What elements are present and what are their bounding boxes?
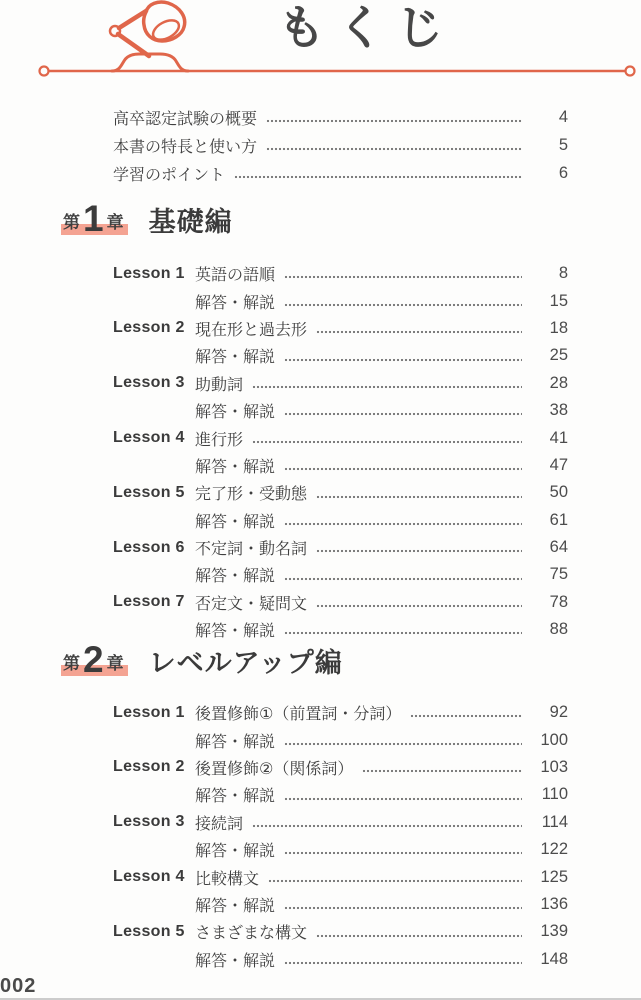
page-number: 47 — [549, 455, 568, 474]
toc-row — [113, 589, 568, 616]
toc-row — [113, 863, 568, 890]
dotted-leader — [362, 769, 522, 773]
page-number: 41 — [549, 428, 568, 447]
lesson-label: Lesson 2 — [113, 758, 185, 776]
answer-label: 解答・解説 — [195, 458, 276, 476]
chapter-number-badge — [62, 639, 127, 680]
page-number: 78 — [549, 592, 568, 611]
dotted-leader — [284, 851, 522, 855]
page-number: 92 — [549, 703, 568, 722]
toc-entry-title: 本書の特長と使い方 — [113, 138, 258, 156]
toc-entry-title: 学習のポイント — [113, 166, 226, 184]
lesson-title: 後置修飾①（前置詞・分詞） — [195, 706, 402, 724]
dotted-leader — [268, 879, 522, 883]
lesson-title: 現在形と過去形 — [195, 321, 308, 339]
answer-label: 解答・解説 — [195, 294, 276, 312]
dotted-leader — [284, 303, 522, 307]
toc-answer-row — [113, 616, 568, 643]
toc-row — [113, 103, 568, 131]
toc-row — [113, 918, 568, 945]
lesson-title: 助動詞 — [195, 376, 244, 394]
page-number: 8 — [558, 264, 568, 283]
chapter-1-lesson-list — [113, 260, 568, 643]
answer-label: 解答・解説 — [195, 404, 276, 422]
front-matter-list — [113, 103, 568, 187]
dotted-leader — [316, 495, 522, 499]
dotted-leader — [284, 275, 522, 279]
lesson-label: Lesson 6 — [113, 538, 185, 556]
book-page-number: 002 — [0, 975, 37, 997]
page-number: 114 — [541, 812, 568, 831]
dotted-leader — [266, 147, 522, 151]
lesson-title: 英語の語順 — [195, 267, 276, 285]
toc-row — [113, 479, 568, 506]
toc-row — [113, 260, 568, 287]
chapter-2-lesson-list — [113, 699, 568, 973]
toc-entry-title: 高卒認定試験の概要 — [113, 110, 258, 128]
toc-row — [113, 370, 568, 397]
page-number: 15 — [549, 291, 568, 310]
page-number: 50 — [549, 483, 568, 502]
page-number: 148 — [540, 949, 568, 968]
desk-lamp-icon — [110, 2, 188, 71]
dotted-leader — [252, 385, 522, 389]
dotted-leader — [284, 412, 522, 416]
lesson-title: 不定詞・動名詞 — [195, 541, 308, 559]
dotted-leader — [316, 934, 522, 938]
page-number: 100 — [540, 730, 568, 749]
lesson-label: Lesson 5 — [113, 483, 185, 501]
answer-label: 解答・解説 — [195, 349, 276, 367]
lesson-label: Lesson 5 — [113, 922, 185, 940]
page-number: 25 — [549, 346, 568, 365]
answer-label: 解答・解説 — [195, 952, 276, 970]
toc-row — [113, 534, 568, 561]
toc-answer-row — [113, 836, 568, 863]
lesson-title: 後置修飾②（関係詞） — [195, 760, 354, 778]
lesson-label: Lesson 4 — [113, 868, 185, 886]
dotted-leader — [252, 824, 522, 828]
lesson-title: 否定文・疑問文 — [195, 595, 308, 613]
chapter-2-heading — [62, 639, 343, 680]
dotted-leader — [284, 577, 522, 581]
lesson-label: Lesson 2 — [113, 319, 185, 337]
toc-answer-row — [113, 561, 568, 588]
page-number: 4 — [558, 107, 568, 126]
page-number: 136 — [540, 894, 568, 913]
dotted-leader — [284, 906, 522, 910]
lesson-title: 接続詞 — [195, 815, 244, 833]
toc-row — [113, 131, 568, 159]
page-number: 64 — [549, 538, 568, 557]
dotted-leader — [284, 742, 522, 746]
page-number: 103 — [540, 757, 568, 776]
answer-label: 解答・解説 — [195, 568, 276, 586]
dotted-leader — [410, 714, 522, 718]
toc-answer-row — [113, 287, 568, 314]
answer-label: 解答・解説 — [195, 513, 276, 531]
answer-label: 解答・解説 — [195, 623, 276, 641]
page-number: 139 — [540, 922, 568, 941]
chapter-number: 2 — [83, 639, 104, 680]
chapter-title: 基礎編 — [148, 207, 233, 238]
toc-row — [113, 159, 568, 187]
page-number: 110 — [541, 785, 568, 804]
lesson-label: Lesson 3 — [113, 813, 185, 831]
chapter-1-heading — [62, 198, 233, 239]
chapter-number: 1 — [83, 198, 104, 239]
lesson-label: Lesson 7 — [113, 593, 185, 611]
toc-answer-row — [113, 946, 568, 973]
page-number: 88 — [549, 620, 568, 639]
toc-answer-row — [113, 342, 568, 369]
toc-row — [113, 699, 568, 726]
toc-row — [113, 424, 568, 451]
toc-answer-row — [113, 891, 568, 918]
toc-answer-row — [113, 726, 568, 753]
dotted-leader — [266, 119, 522, 123]
chapter-number-badge — [62, 198, 127, 239]
chapter-prefix: 第 — [63, 654, 80, 674]
chapter-prefix: 第 — [63, 213, 80, 233]
dotted-leader — [316, 330, 522, 334]
page-number: 18 — [549, 318, 568, 337]
answer-label: 解答・解説 — [195, 733, 276, 751]
dotted-leader — [316, 604, 522, 608]
lesson-title: さまざまな構文 — [195, 925, 308, 943]
lesson-title: 比較構文 — [195, 870, 260, 888]
answer-label: 解答・解説 — [195, 788, 276, 806]
dotted-leader — [284, 961, 522, 965]
page-number: 38 — [549, 401, 568, 420]
answer-label: 解答・解説 — [195, 897, 276, 915]
page-number: 61 — [549, 510, 568, 529]
dotted-leader — [284, 631, 522, 635]
toc-row — [113, 315, 568, 342]
toc-answer-row — [113, 452, 568, 479]
toc-row — [113, 754, 568, 781]
dotted-leader — [284, 797, 522, 801]
rule-end-circle-left — [40, 67, 49, 76]
chapter-suffix: 章 — [106, 213, 124, 233]
page-number: 28 — [549, 373, 568, 392]
lesson-title: 完了形・受動態 — [195, 486, 308, 504]
rule-end-circle-right — [626, 67, 635, 76]
page-title: もくじ — [278, 1, 455, 54]
dotted-leader — [234, 175, 522, 179]
lesson-label: Lesson 3 — [113, 374, 185, 392]
page-number: 5 — [558, 135, 568, 154]
dotted-leader — [316, 549, 522, 553]
page-number: 75 — [549, 565, 568, 584]
dotted-leader — [252, 440, 522, 444]
page-number: 122 — [540, 840, 568, 859]
toc-answer-row — [113, 781, 568, 808]
answer-label: 解答・解説 — [195, 843, 276, 861]
chapter-suffix: 章 — [106, 654, 124, 674]
dotted-leader — [284, 467, 522, 471]
lesson-label: Lesson 1 — [113, 264, 185, 282]
page-number: 6 — [558, 163, 568, 182]
chapter-title: レベルアップ編 — [148, 648, 343, 679]
lesson-label: Lesson 1 — [113, 703, 185, 721]
dotted-leader — [284, 522, 522, 526]
toc-answer-row — [113, 507, 568, 534]
toc-answer-row — [113, 397, 568, 424]
lesson-label: Lesson 4 — [113, 429, 185, 447]
dotted-leader — [284, 358, 522, 362]
toc-row — [113, 809, 568, 836]
page-number: 125 — [540, 867, 568, 886]
lesson-title: 進行形 — [195, 431, 244, 449]
